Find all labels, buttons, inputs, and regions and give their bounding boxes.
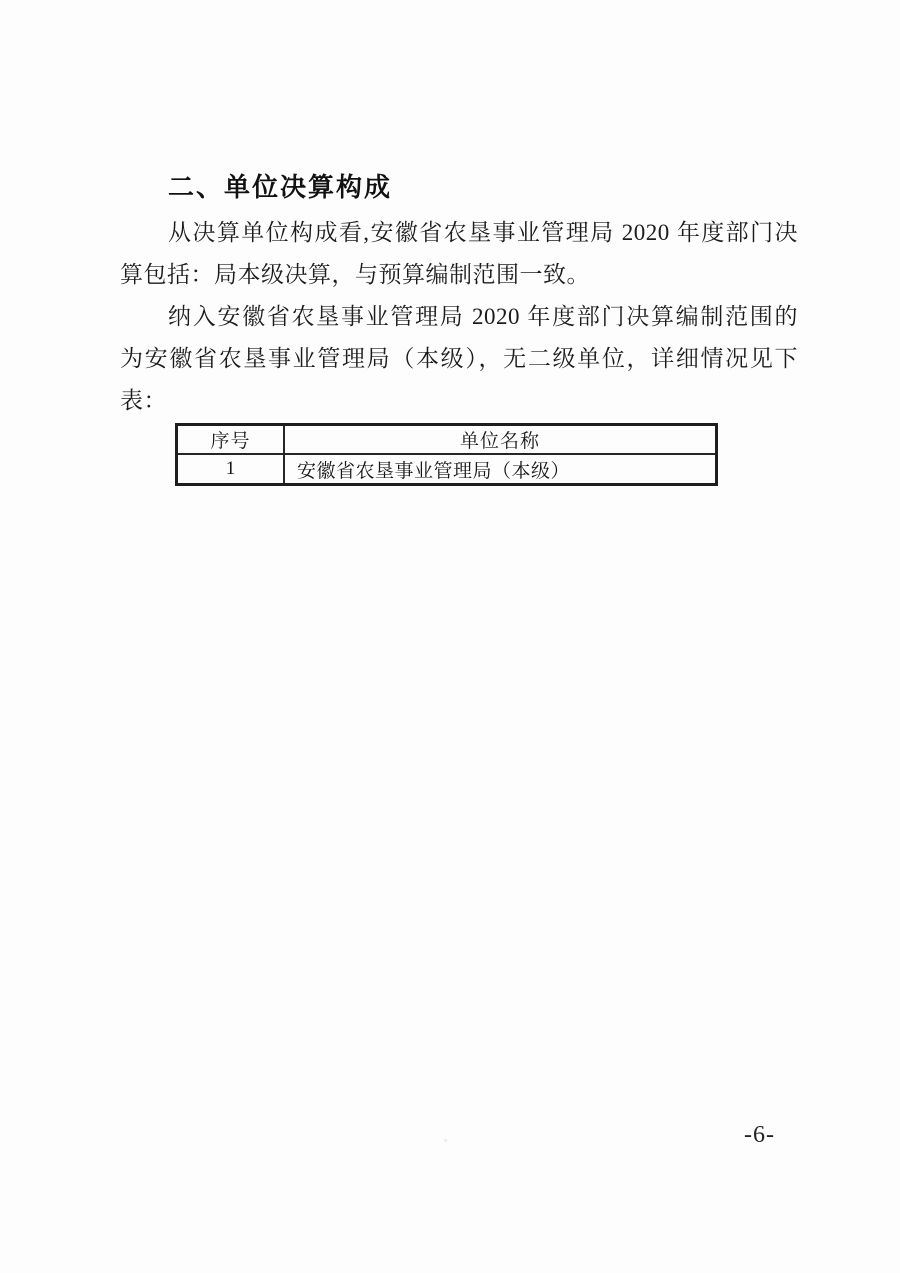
unit-name-cell: 安徽省农垦事业管理局（本级） [284,454,717,485]
scan-speck-artifact [444,1139,447,1142]
section-heading: 二、单位决算构成 [168,172,393,202]
paragraph-2-line-1: 纳入安徽省农垦事业管理局 2020 年度部门决算编制范围的 [168,304,798,329]
paragraph-2-line-3: 表： [120,388,167,413]
col-header-index: 序号 [177,425,285,455]
col-header-unit-name: 单位名称 [284,425,717,455]
page-number: -6- [744,1122,775,1148]
paragraph-1-line-1: 从决算单位构成看,安徽省农垦事业管理局 2020 年度部门决 [168,220,798,245]
units-table-row [177,454,717,485]
paragraph-2-line-2: 为安徽省农垦事业管理局（本级），无二级单位，详细情况见下 [120,346,798,371]
paragraph-2 [120,296,798,422]
paragraph-1-line-2: 算包括：局本级决算，与预算编制范围一致。 [120,262,590,287]
units-table [175,423,718,486]
paragraph-1 [120,212,798,296]
body-text [120,212,798,422]
row-index-cell: 1 [177,454,285,485]
units-table-header-row [177,425,717,455]
